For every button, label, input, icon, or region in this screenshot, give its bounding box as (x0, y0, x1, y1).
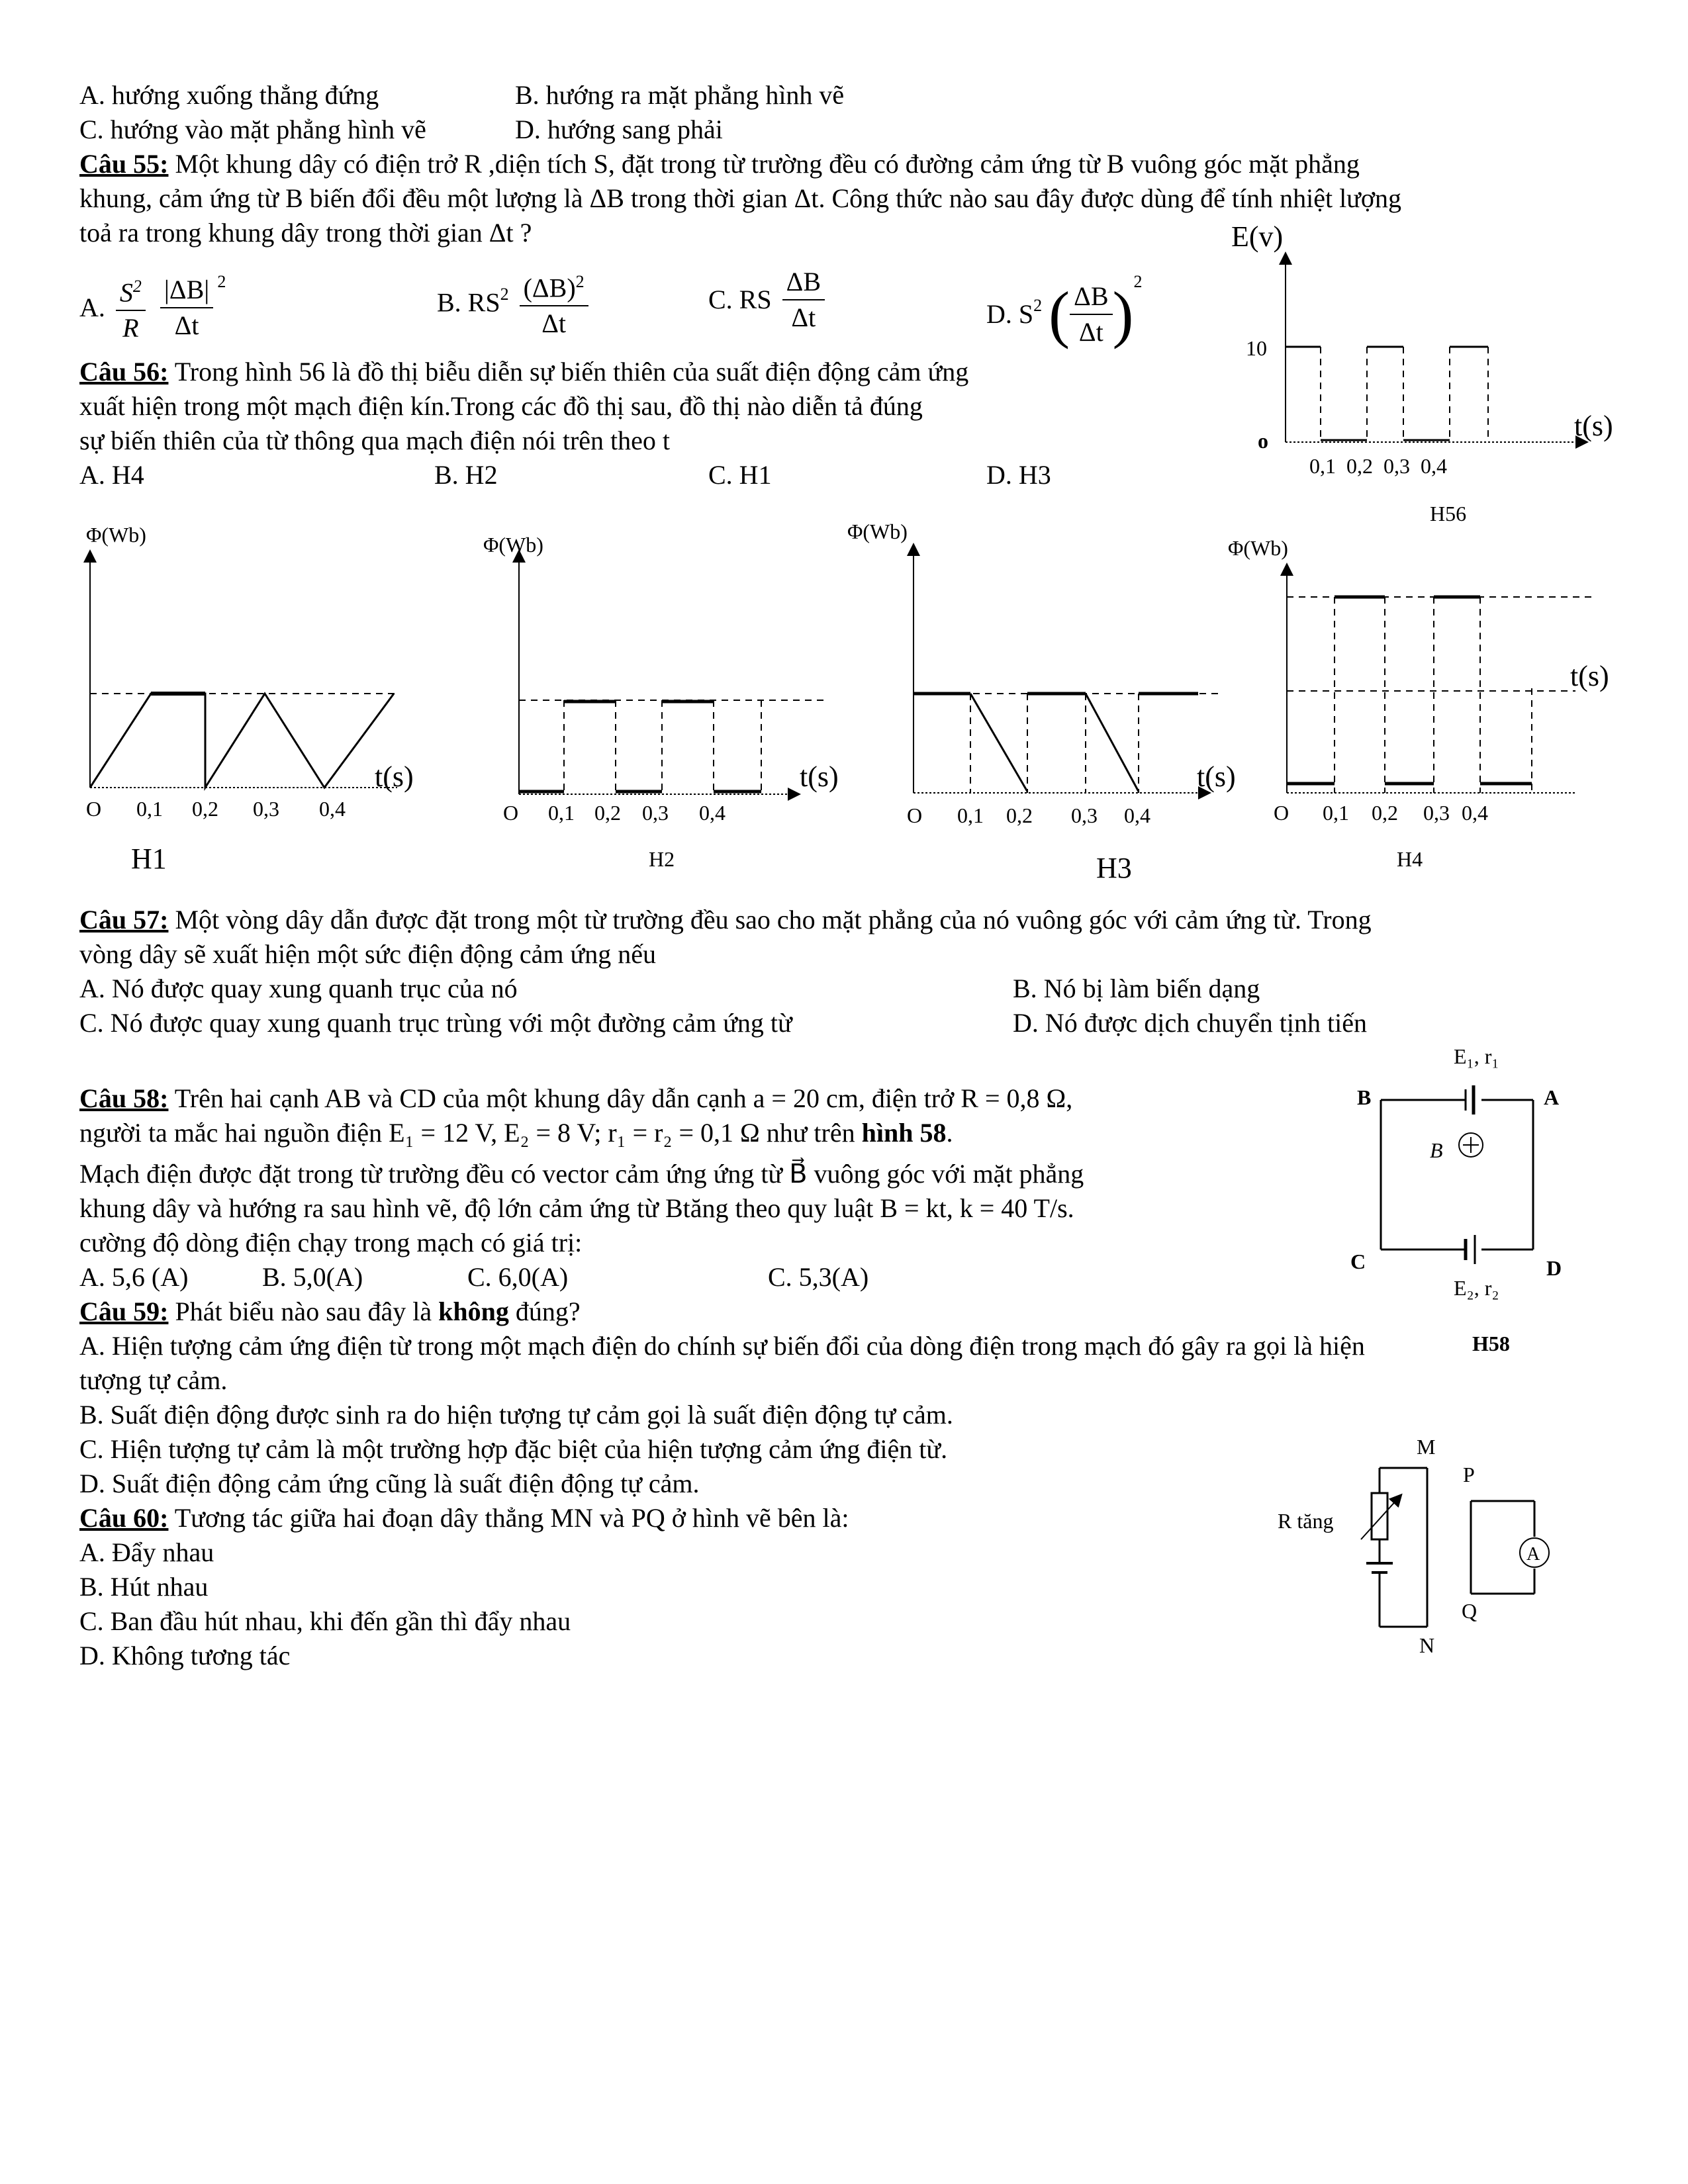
q57-line2: vòng dây sẽ xuất hiện một sức điện động cảm ứng nếu (79, 939, 656, 969)
h4-graph (1287, 569, 1595, 793)
q56-line3: sự biến thiên của từ thông qua mạch điện nói trên theo t (79, 426, 671, 455)
h58-point-b: B (1357, 1085, 1372, 1109)
h2-tick: 0,2 (594, 801, 621, 825)
h1-ylabel: Φ(Wb) (86, 523, 146, 547)
q58-line5: cường độ dòng điện chạy trong mạch có giá trị: (79, 1228, 583, 1257)
h3-tick: 0,1 (957, 803, 984, 827)
h58-point-d: D (1546, 1256, 1562, 1280)
q59-line6: D. Suất điện động cảm ứng cũng là suất điện động tự cảm. (79, 1469, 700, 1498)
q59-line2: A. Hiện tượng cảm ứng điện từ trong một mạch điện do chính sự biến đổi của dòng điện trong mạch đó gây ra gọi là hiện (79, 1331, 1365, 1361)
h1-tick: 0,2 (192, 797, 218, 821)
h4-tick: 0,1 (1323, 801, 1349, 825)
h60-r-label: R tăng (1278, 1509, 1334, 1533)
q55-line2: khung, cảm ứng từ B biến đổi đều một lượng là ΔB trong thời gian Δt. Công thức nào sau đây được dùng để tính nhiệt lượng (79, 183, 1402, 213)
h1-graph (90, 556, 397, 788)
h1-xlabel: t(s) (375, 760, 414, 793)
q56-option-a: A. H4 (79, 460, 144, 490)
h4-xlabel: t(s) (1570, 660, 1609, 692)
h1-tick: 0,1 (136, 797, 163, 821)
q58-option-a: A. 5,6 (A) (79, 1262, 189, 1292)
h2-tick: 0,1 (548, 801, 575, 825)
prev-option-a: A. hướng xuống thẳng đứng (79, 80, 379, 110)
h3-name: H3 (1096, 852, 1132, 884)
h60-circuit (1361, 1468, 1549, 1627)
q57-line1: Câu 57: Một vòng dây dẫn được đặt trong một từ trường đều sao cho mặt phẳng của nó vuông góc với cảm ứng từ. Trong (79, 905, 1372, 934)
h58-e1-label: E₁, r₁ (1454, 1044, 1499, 1068)
h2-tick: 0,3 (642, 801, 669, 825)
h56-graph (1286, 258, 1582, 442)
h56-xlabel: t(s) (1574, 410, 1613, 442)
q55-option-d: D. $S^2$ ( $\frac{\Delta B}{\Delta t}$ )$^2$ (986, 272, 1143, 349)
h3-tick: 0,3 (1071, 803, 1098, 827)
h56-name: H56 (1430, 502, 1467, 525)
h2-tick: 0,4 (699, 801, 726, 825)
prev-option-b: B. hướng ra mặt phẳng hình vẽ (515, 80, 845, 110)
h3-tick: 0,4 (1124, 803, 1150, 827)
prev-option-d: D. hướng sang phải (515, 114, 723, 144)
h4-tick: 0,3 (1423, 801, 1450, 825)
q58-line1: Câu 58: Trên hai cạnh AB và CD của một khung dây dẫn cạnh a = 20 cm, điện trở R = 0,8 Ω, (79, 1083, 1073, 1113)
q58-option-d: C. 5,3(A) (768, 1262, 869, 1292)
h2-ylabel: Φ(Wb) (483, 533, 543, 557)
q59-line5: C. Hiện tượng tự cảm là một trường hợp đặc biệt của hiện tượng cảm ứng điện từ. (79, 1434, 948, 1464)
h58-circuit (1381, 1085, 1533, 1264)
h2-xlabel: t(s) (800, 760, 839, 793)
q55-option-c: C. RS $\frac{\Delta B}{\Delta t}$ (708, 265, 829, 335)
h1-name: H1 (131, 842, 167, 875)
h56-ticks: 0,1 0,2 0,3 0,4 (1309, 454, 1447, 478)
h58-vector-b: B⃗ (1430, 1138, 1460, 1162)
h4-ylabel: Φ(Wb) (1228, 536, 1288, 560)
q57-option-c: C. Nó được quay xung quanh trục trùng với một đường cảm ứng từ (79, 1008, 792, 1038)
q58-line2: người ta mắc hai nguồn điện E₁ = 12 V, E₂ = 8 V; r₁ = r₂ = 0,1 Ω như trên hình 58. (79, 1118, 953, 1148)
ammeter-icon (1520, 1538, 1549, 1567)
q59-line4: B. Suất điện động được sinh ra do hiện tượng tự cảm gọi là suất điện động tự cảm. (79, 1400, 953, 1430)
h4-tick: 0,2 (1372, 801, 1398, 825)
q58-line3: Mạch điện được đặt trong từ trường đều có vector cảm ứng ứng từ B⃗ vuông góc với mặt phẳng (79, 1159, 1084, 1189)
h58-point-a: A (1544, 1085, 1560, 1109)
q55-option-a: A. $\frac{S^2}{R}$ $\frac{|\Delta B|}{\Delta t}$ $^2$ (79, 265, 226, 345)
q60-line1: Câu 60: Tương tác giữa hai đoạn dây thẳng MN và PQ ở hình vẽ bên là: (79, 1503, 849, 1533)
resistor-icon (1372, 1493, 1387, 1539)
prev-option-c: C. hướng vào mặt phẳng hình vẽ (79, 114, 426, 144)
h3-ylabel: Φ(Wb) (847, 520, 908, 543)
h60-point-q: Q (1462, 1599, 1477, 1623)
q60-option-c: C. Ban đầu hút nhau, khi đến gần thì đẩy nhau (79, 1606, 571, 1636)
q55-line3: toả ra trong khung dây trong thời gian Δt ? (79, 218, 532, 248)
h2-origin: O (503, 801, 519, 825)
h1-tick: 0,3 (253, 797, 279, 821)
q56-option-b: B. H2 (434, 460, 498, 490)
h3-graph (914, 549, 1218, 793)
h60-point-p: P (1463, 1463, 1475, 1486)
q56-line1: Câu 56: Trong hình 56 là đồ thị biễu diễn sự biến thiên của suất điện động cảm ứng (79, 357, 969, 387)
h58-name: H58 (1472, 1332, 1510, 1355)
h58-e2-label: E₂, r₂ (1454, 1276, 1499, 1300)
h4-tick: 0,4 (1462, 801, 1488, 825)
h60-point-n: N (1419, 1633, 1435, 1657)
h60-ammeter-label: A (1526, 1544, 1540, 1565)
h56-ylabel: E(v) (1231, 220, 1284, 253)
q55-option-b: B. $RS^2$ $\frac{(\Delta B)^2}{\Delta t}$ (437, 265, 592, 341)
q57-option-d: D. Nó được dịch chuyển tịnh tiến (1013, 1008, 1367, 1038)
q59-line1: Câu 59: Phát biểu nào sau đây là không đúng? (79, 1297, 581, 1326)
q58-line4: khung dây và hướng ra sau hình vẽ, độ lớn cảm ứng từ Btăng theo quy luật B = kt, k = 40 T/s. (79, 1193, 1074, 1223)
q55-line1: Câu 55: Một khung dây có điện trở R ,diện tích S, đặt trong từ trường đều có đường cảm ứng từ B vuông góc mặt phẳng (79, 149, 1360, 179)
q56-option-c: C. H1 (708, 460, 772, 490)
h3-tick: 0,2 (1006, 803, 1033, 827)
h2-name: H2 (649, 847, 675, 871)
h4-origin: O (1274, 801, 1289, 825)
h3-origin: O (907, 803, 923, 827)
h4-name: H4 (1397, 847, 1423, 871)
q58-option-b: B. 5,0(A) (262, 1262, 363, 1292)
h1-tick: 0,4 (319, 797, 346, 821)
q57-option-a: A. Nó được quay xung quanh trục của nó (79, 974, 518, 1003)
q60-option-a: A. Đẩy nhau (79, 1537, 214, 1567)
q60-option-b: B. Hút nhau (79, 1572, 209, 1602)
h2-graph (519, 556, 827, 794)
h1-origin: O (86, 797, 102, 821)
q56-line2: xuất hiện trong một mạch điện kín.Trong các đồ thị sau, đồ thị nào diễn tả đúng (79, 391, 923, 421)
h56-origin: o (1258, 429, 1268, 453)
q59-line3: tượng tự cảm. (79, 1365, 228, 1395)
q60-option-d: D. Không tương tác (79, 1641, 291, 1670)
h60-point-m: M (1417, 1435, 1436, 1459)
q58-option-c: C. 6,0(A) (467, 1262, 569, 1292)
h58-point-c: C (1350, 1250, 1366, 1273)
q57-option-b: B. Nó bị làm biến dạng (1013, 974, 1260, 1003)
q56-option-d: D. H3 (986, 460, 1051, 490)
h56-yval: 10 (1246, 336, 1267, 360)
h3-xlabel: t(s) (1197, 760, 1236, 793)
